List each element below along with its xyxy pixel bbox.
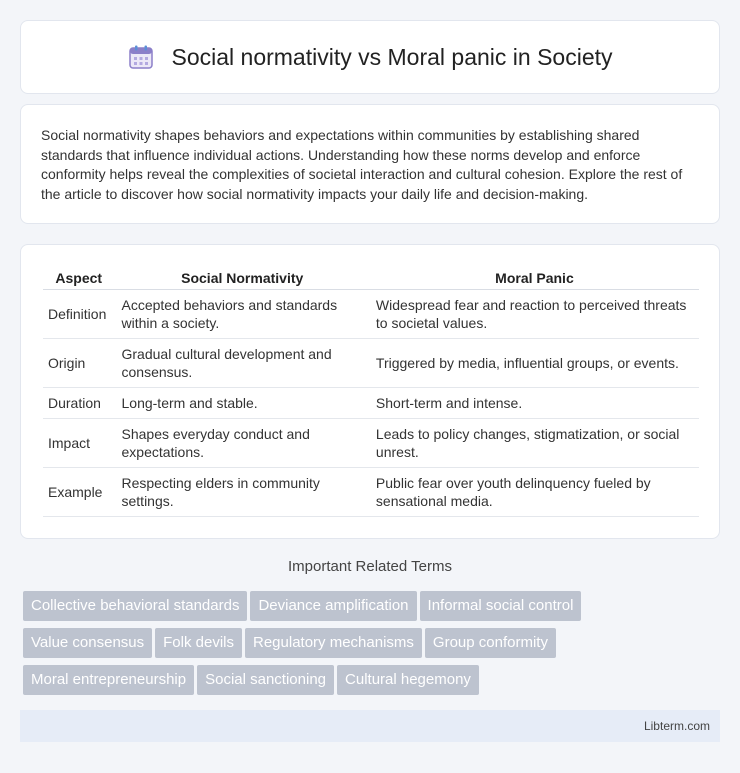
related-term-tag[interactable]: Deviance amplification xyxy=(250,591,416,621)
row-aspect: Origin xyxy=(43,338,115,387)
row-social-normativity: Gradual cultural development and consensus. xyxy=(115,338,369,387)
table-row xyxy=(43,338,699,387)
row-aspect: Impact xyxy=(43,418,115,467)
row-social-normativity: Shapes everyday conduct and expectations. xyxy=(115,418,369,467)
related-terms-heading: Important Related Terms xyxy=(288,558,452,575)
header-social-normativity: Social Normativity xyxy=(115,267,369,289)
row-social-normativity: Long-term and stable. xyxy=(115,387,369,418)
table-row xyxy=(43,418,699,467)
header-aspect: Aspect xyxy=(43,267,115,289)
table-row xyxy=(43,289,699,338)
intro-card xyxy=(20,104,720,224)
comparison-card xyxy=(20,244,720,539)
table-row xyxy=(43,467,699,516)
page-title: Social normativity vs Moral panic in Society xyxy=(171,43,613,70)
footer xyxy=(20,710,720,742)
row-social-normativity: Accepted behaviors and standards within a society. xyxy=(115,289,369,338)
related-term-tag[interactable]: Folk devils xyxy=(155,628,242,658)
related-term-tag[interactable]: Regulatory mechanisms xyxy=(245,628,422,658)
title-card xyxy=(20,20,720,94)
row-moral-panic: Triggered by media, influential groups, or events. xyxy=(369,338,699,387)
related-term-tag[interactable]: Collective behavioral standards xyxy=(23,591,247,621)
related-term-tag[interactable]: Group conformity xyxy=(425,628,556,658)
row-aspect: Definition xyxy=(43,289,115,338)
comparison-table xyxy=(43,267,699,517)
row-moral-panic: Leads to policy changes, stigmatization, or social unrest. xyxy=(369,418,699,467)
header-moral-panic: Moral Panic xyxy=(369,267,699,289)
row-moral-panic: Public fear over youth delinquency fueled by sensational media. xyxy=(369,467,699,516)
related-terms-list xyxy=(23,591,723,702)
row-moral-panic: Widespread fear and reaction to perceived threats to societal values. xyxy=(369,289,699,338)
footer-site-link[interactable]: Libterm.com xyxy=(643,719,710,733)
row-moral-panic: Short-term and intense. xyxy=(369,387,699,418)
related-term-tag[interactable]: Moral entrepreneurship xyxy=(23,665,194,695)
related-term-tag[interactable]: Cultural hegemony xyxy=(337,665,479,695)
related-term-tag[interactable]: Social sanctioning xyxy=(197,665,334,695)
row-aspect: Example xyxy=(43,467,115,516)
table-row xyxy=(43,387,699,418)
row-aspect: Duration xyxy=(43,387,115,418)
intro-text: Social normativity shapes behaviors and expectations within communities by establishing shared standards that influence individual actions. Understanding how these norms develop and enforce conformity helps reveal the complexities of societal interaction and cultural cohesion. Explore the rest of the article to discover how social normativity impacts your daily life and decision-making. xyxy=(41,127,683,202)
row-social-normativity: Respecting elders in community settings. xyxy=(115,467,369,516)
related-term-tag[interactable]: Value consensus xyxy=(23,628,152,658)
calendar-icon xyxy=(128,44,154,70)
related-term-tag[interactable]: Informal social control xyxy=(420,591,582,621)
